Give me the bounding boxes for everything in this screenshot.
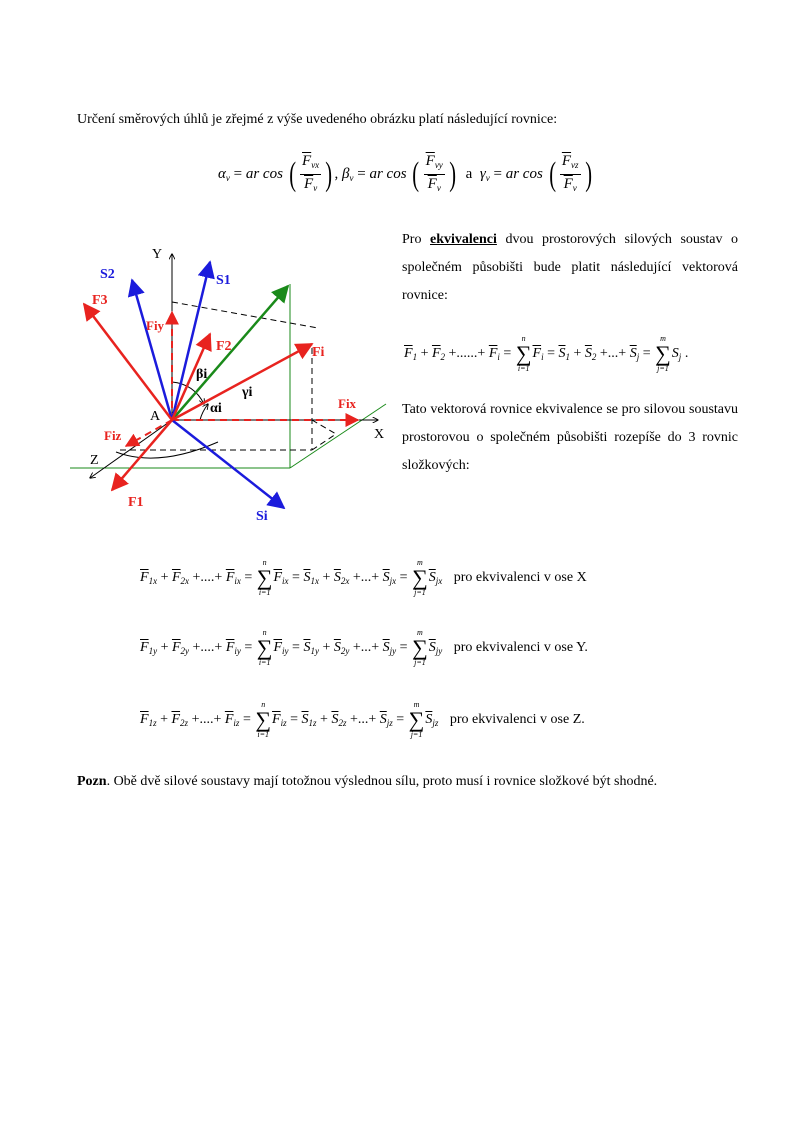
alpha-term: $\alpha_v$ = ar cos ( $\frac{\overline{F}_{vx}}{\overline{F}_v}$ ) , bbox=[218, 153, 343, 193]
beta-term: $\beta_v$ = ar cos ( $\frac{\overline{F}_{vy}}{\overline{F}_v}$ ) bbox=[342, 153, 456, 193]
note-text: . Obě dvě silové soustavy mají totožnou výslednou sílu, proto musí i rovnice složkové být shodné. bbox=[106, 774, 658, 789]
component-equation-z: $\overline{F}_{1z} + \overline{F}_{2z}$ +....+ $\overline{F}_{iz}$ = n ∑ i=1 $\overline{F}_{iz} = \overline{S}_{1z} + \overline{S}_{2z}$ +...+ $\overline{S}_{jz}$ = m ∑ j=1 $\overline{S}_{jz}$ pro ekvivalenci v ose Z. bbox=[140, 700, 585, 739]
label-alpha-i: αi bbox=[210, 401, 222, 416]
gamma-term: $\gamma_v$ = ar cos ( $\frac{\overline{F}_{vz}}{\overline{F}_v}$ ) bbox=[479, 153, 592, 193]
label-beta-i: βi bbox=[196, 367, 208, 382]
component-equation-y: $\overline{F}_{1y} + \overline{F}_{2y}$ +....+ $\overline{F}_{iy}$ = n ∑ i=1 $\overline{F}_{iy} = \overline{S}_{1y} + \overline{S}_{2y}$ +...+ $\overline{S}_{jy}$ = m ∑ j=1 $\overline{S}_{jy}$ pro ekvivalenci v ose Y. bbox=[140, 628, 588, 667]
label-gamma-i: γi bbox=[242, 385, 253, 400]
label-x-axis: X bbox=[374, 427, 385, 442]
equivalence-paragraph: Pro ekvivalenci dvou prostorových silových soustav o společném působišti bude platit následující vektorová rovnice: bbox=[402, 232, 739, 303]
intro-paragraph: Určení směrových úhlů je zřejmé z výše uvedeného obrázku platí následující rovnice: bbox=[77, 112, 558, 127]
label-s1: S1 bbox=[216, 273, 231, 288]
note-paragraph bbox=[77, 768, 717, 796]
label-origin: A bbox=[150, 409, 161, 424]
component-equation-x: $\overline{F}_{1x} + \overline{F}_{2x}$ +....+ $\overline{F}_{ix}$ = n ∑ i=1 $\overline{F}_{ix} = \overline{S}_{1x} + \overline{S}_{2x}$ +...+ $\overline{S}_{jx}$ = m ∑ j=1 $\overline{S}_{jx}$ pro ekvivalenci v ose X bbox=[140, 558, 587, 597]
label-fiy: Fiy bbox=[146, 318, 165, 333]
label-f3: F3 bbox=[92, 293, 108, 308]
equivalence-keyword: ekvivalenci bbox=[430, 232, 497, 247]
and-word: a bbox=[465, 165, 473, 182]
label-fiz: Fiz bbox=[104, 428, 122, 443]
note-bold: Pozn bbox=[77, 774, 107, 789]
vector-equation: $\overline{F}_1 + \overline{F}_2$ +......+ $\overline{F}_i$ = n ∑ i=1 $\overline{F}_i = \overline{S}_1 + \overline{S}_2$ +...+ $\overline{S}_j$ = m ∑ j=1 $S_j$ . bbox=[404, 334, 689, 373]
label-s2: S2 bbox=[100, 267, 115, 282]
label-f2: F2 bbox=[216, 339, 232, 354]
label-fix: Fix bbox=[338, 396, 357, 411]
label-f1: F1 bbox=[128, 495, 144, 510]
label-fi: Fi bbox=[312, 345, 325, 360]
split-paragraph: Tato vektorová rovnice ekvivalence se pro silovou soustavu prostorovou o společném působišti rozepíše do 3 rovnic složkových: bbox=[402, 402, 738, 473]
force-vector-diagram bbox=[68, 232, 398, 528]
label-si: Si bbox=[256, 509, 268, 524]
label-y-axis: Y bbox=[152, 247, 163, 262]
angle-formula bbox=[218, 152, 618, 202]
label-z-axis: Z bbox=[90, 453, 99, 468]
